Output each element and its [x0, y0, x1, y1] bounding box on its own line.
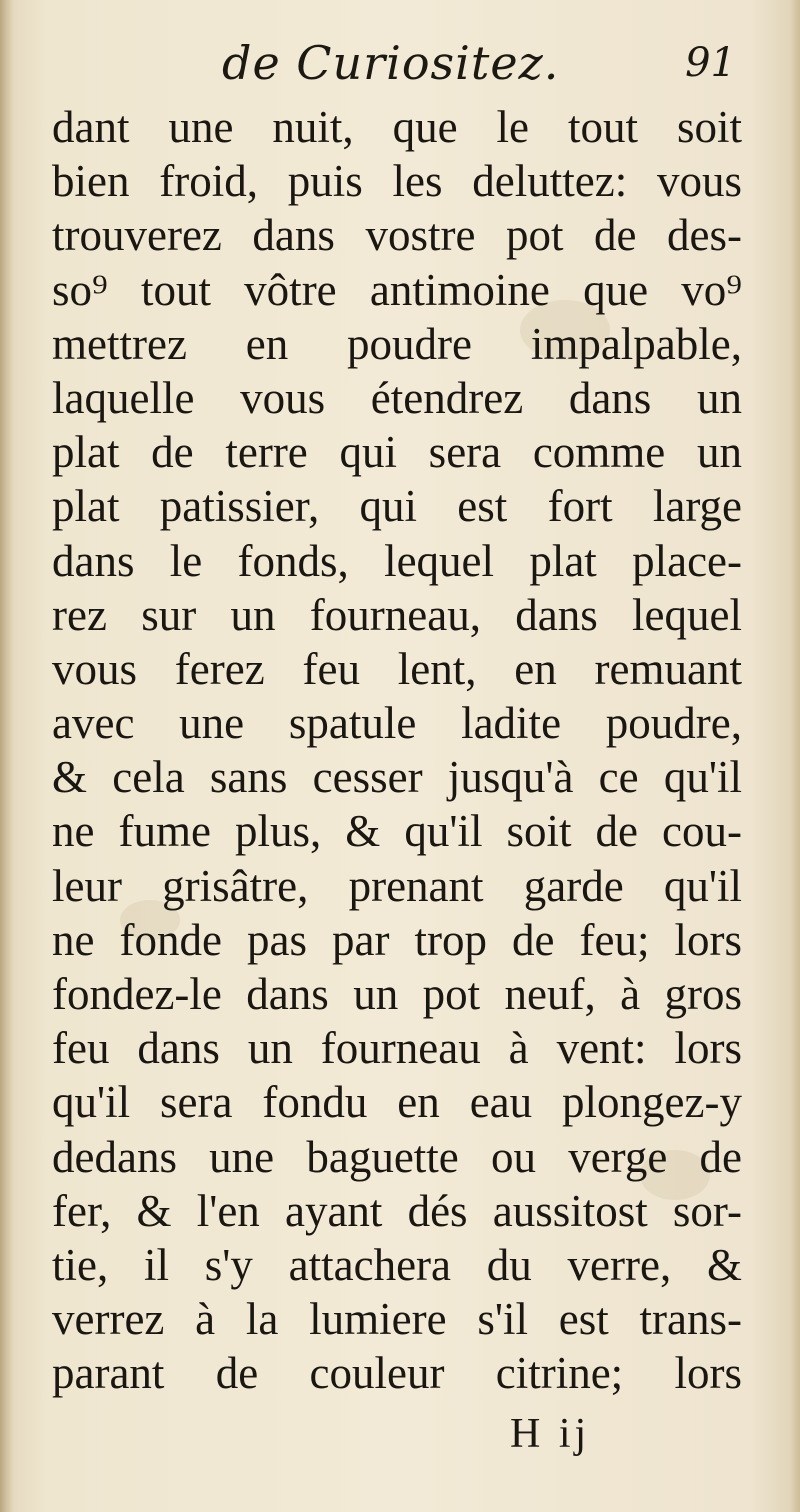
text-line: feu dans un fourneau à vent: lors	[52, 1023, 742, 1074]
text-line: parant de couleur citrine; lors	[52, 1348, 742, 1399]
text-line: verrez à la lumiere s'il est trans-	[52, 1294, 742, 1345]
text-line: mettrez en poudre impalpable,	[52, 318, 742, 369]
text-line: fondez-le dans un pot neuf, à gros	[52, 969, 742, 1019]
text-line: vous ferez feu lent, en remuant	[52, 643, 742, 694]
page-edge-shadow	[790, 0, 800, 1512]
text-line: rez sur un fourneau, dans lequel	[52, 589, 742, 640]
text-line: avec une spatule ladite poudre,	[52, 698, 742, 749]
text-line: bien froid, puis les deluttez: vous	[52, 156, 742, 207]
text-line: tie, il s'y attachera du verre, &	[52, 1239, 742, 1290]
text-line: laquelle vous étendrez dans un	[52, 372, 742, 423]
signature-mark: H ij	[510, 1411, 591, 1457]
body-text	[52, 100, 742, 1401]
text-line: dans le fonds, lequel plat place-	[52, 535, 742, 586]
running-title: de Curiositez.	[222, 36, 560, 90]
text-line: fer, & l'en ayant dés aussitost sor-	[52, 1185, 742, 1236]
page-footer	[480, 1410, 680, 1470]
text-line: plat de terre qui sera comme un	[52, 427, 742, 478]
page-header	[200, 28, 760, 98]
text-line: ne fonde pas par trop de feu; lors	[52, 914, 742, 965]
text-line: so⁹ tout vôtre antimoine que vo⁹	[52, 264, 742, 315]
page-gutter-shadow	[0, 0, 14, 1512]
text-line: dedans une baguette ou verge de	[52, 1131, 742, 1182]
text-line: plat patissier, qui est fort large	[52, 481, 742, 532]
text-line: & cela sans cesser jusqu'à ce qu'il	[52, 752, 742, 803]
text-line: trouverez dans vostre pot de des-	[52, 210, 742, 261]
text-line: ne fume plus, & qu'il soit de cou-	[52, 806, 742, 857]
text-line: qu'il sera fondu en eau plongez-y	[52, 1077, 742, 1128]
text-line: leur grisâtre, prenant garde qu'il	[52, 860, 742, 911]
page-number: 91	[685, 40, 736, 86]
text-line: dant une nuit, que le tout soit	[52, 102, 742, 152]
